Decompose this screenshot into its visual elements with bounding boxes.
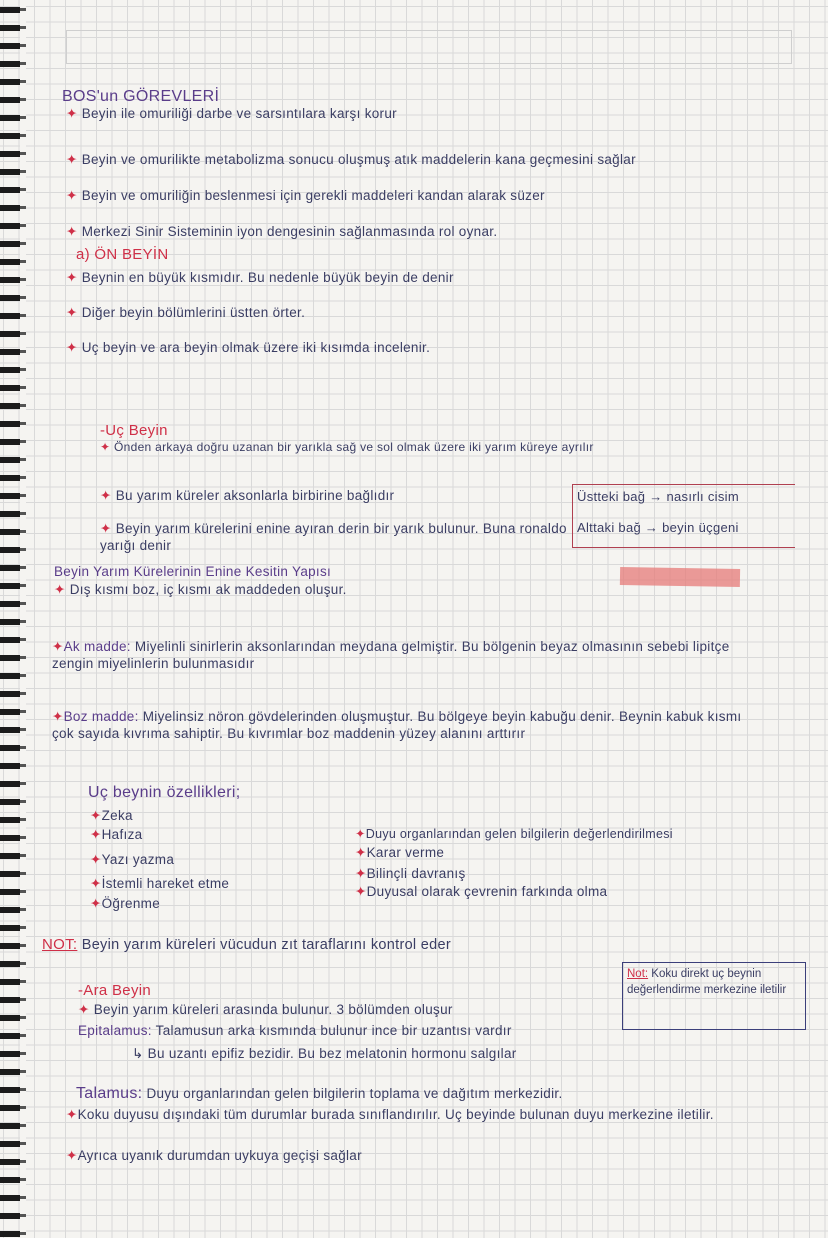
ozellik-text: Karar verme — [366, 845, 445, 860]
star-bullet-icon: ✦ — [355, 845, 367, 860]
bag-note-line: Alttaki bağ → beyin üçgeni — [577, 520, 739, 535]
on-beyin-item — [66, 305, 305, 321]
bag-note-box — [572, 484, 795, 548]
ozellik-text: Duyu organlarından gelen bilgilerin değerlendirilmesi — [365, 827, 673, 841]
ak-madde — [52, 638, 752, 672]
star-bullet-icon: ✦ — [52, 709, 64, 724]
talamus-item — [66, 1106, 766, 1123]
star-bullet-icon: ✦ — [90, 827, 102, 842]
on-beyin-heading: a) ÖN BEYİN — [76, 246, 169, 263]
koku-note — [623, 963, 805, 1001]
highlight-mark — [620, 567, 740, 587]
on-beyin-item — [66, 340, 430, 356]
boz-madde-label: Boz madde: — [63, 709, 139, 724]
star-bullet-icon: ✦ — [100, 440, 111, 454]
bos-item-text: Beyin ve omuriliğin beslenmesi için gerekli maddeleri kandan alarak süzer — [81, 188, 545, 203]
star-bullet-icon: ✦ — [66, 1107, 78, 1122]
star-bullet-icon: ✦ — [90, 808, 102, 823]
star-bullet-icon: ✦ — [355, 866, 367, 881]
ak-madde-label: Ak madde: — [63, 639, 131, 654]
bag-note-line: Üstteki bağ → nasırlı cisim — [577, 489, 739, 504]
uc-beyin-item-text: Bu yarım küreler aksonlarla birbirine bağlıdır — [115, 488, 395, 503]
ozellik-left — [90, 896, 160, 912]
epitalamus-label: Epitalamus: — [78, 1023, 152, 1038]
ozellik-text: İstemli hareket etme — [101, 876, 230, 891]
kesit-heading: Beyin Yarım Kürelerinin Enine Kesitin Yapısı — [54, 564, 332, 579]
ozellik-text: Hafıza — [101, 827, 143, 842]
ozellik-right — [355, 866, 466, 882]
ozellik-text: Duyusal olarak çevrenin farkında olma — [366, 884, 608, 899]
uc-beyin-item — [100, 488, 394, 504]
talamus-item — [66, 1148, 362, 1164]
bos-item — [66, 106, 397, 122]
bos-item-text: Merkezi Sinir Sisteminin iyon dengesinin sağlanmasında rol oynar. — [81, 224, 498, 239]
star-bullet-icon: ✦ — [66, 188, 78, 203]
kesit-item — [54, 582, 347, 598]
star-bullet-icon: ✦ — [66, 270, 78, 285]
uc-beyin-item — [100, 520, 570, 554]
epitalamus-line — [78, 1023, 512, 1038]
ozellik-left — [90, 852, 174, 868]
ozellik-text: Yazı yazma — [101, 852, 175, 867]
koku-note-label: Not: — [627, 968, 649, 980]
on-beyin-item — [66, 270, 454, 286]
kesit-item-text: Dış kısmı boz, iç kısmı ak maddeden oluşur. — [69, 582, 347, 597]
star-bullet-icon: ✦ — [66, 106, 78, 121]
koku-note-text: Koku direkt uç beynin değerlendirme merkezine iletilir — [627, 968, 787, 996]
header-box — [66, 30, 792, 64]
not-label: NOT: — [42, 936, 78, 953]
on-beyin-item-text: Beynin en büyük kısmıdır. Bu nedenle büyük beyin de denir — [81, 270, 454, 285]
uc-beyin-item-text: Beyin yarım kürelerini enine ayıran derin bir yarık bulunur. Buna ronaldo yarığı denir — [100, 521, 567, 553]
talamus-line — [76, 1085, 563, 1103]
not-line — [42, 936, 451, 953]
uc-beyin-item-text: Önden arkaya doğru uzanan bir yarıkla sağ ve sol olmak üzere iki yarım küreye ayrılır — [114, 440, 594, 454]
ara-beyin-heading: -Ara Beyin — [78, 982, 152, 999]
boz-madde — [52, 708, 752, 742]
star-bullet-icon: ✦ — [66, 1148, 78, 1163]
uc-beyin-heading: -Uç Beyin — [100, 422, 168, 439]
bos-item-text: Beyin ile omuriliği darbe ve sarsıntılara karşı korur — [81, 106, 397, 121]
ara-beyin-item-text: Beyin yarım küreleri arasında bulunur. 3 bölümden oluşur — [93, 1002, 453, 1017]
uc-beyin-item — [100, 440, 594, 454]
koku-note-box — [622, 962, 806, 1030]
ozellik-text: Zeka — [101, 808, 133, 823]
star-bullet-icon: ✦ — [355, 884, 367, 899]
ozellik-right — [355, 845, 444, 861]
bos-item-text: Beyin ve omurilikte metabolizma sonucu oluşmuş atık maddelerin kana geçmesini sağlar — [81, 152, 636, 167]
ozellik-right — [355, 826, 673, 841]
star-bullet-icon: ✦ — [66, 340, 78, 355]
ozellik-left — [90, 827, 142, 843]
ozellik-right — [355, 884, 607, 900]
star-bullet-icon: ✦ — [66, 224, 78, 239]
ozellik-text: Öğrenme — [101, 896, 160, 911]
ozellikler-heading: Uç beynin özellikleri; — [88, 784, 241, 801]
star-bullet-icon: ✦ — [66, 152, 78, 167]
ak-madde-text: Miyelinli sinirlerin aksonlarından meydana gelmiştir. Bu bölgenin beyaz olmasının sebebi lipitçe zengin miyelinlerin bulunmasıdır — [52, 639, 730, 671]
boz-madde-text: Miyelinsiz nöron gövdelerinden oluşmuştur. Bu bölgeye beyin kabuğu denir. Beynin kabuk kısmı çok sayıda kıvrıma sahiptir. Bu kıvrımlar boz maddenin yüzey alanını arttırır — [52, 709, 742, 741]
bos-item — [66, 224, 497, 240]
star-bullet-icon: ✦ — [52, 639, 64, 654]
epitalamus-text: Talamusun arka kısmında bulunur ince bir uzantısı vardır — [155, 1023, 512, 1038]
bos-item — [66, 188, 545, 204]
not-text: Beyin yarım küreleri vücudun zıt taraflarını kontrol eder — [81, 937, 452, 953]
talamus-label: Talamus: — [76, 1085, 143, 1102]
talamus-text: Duyu organlarından gelen bilgilerin toplama ve dağıtım merkezidir. — [146, 1086, 563, 1101]
epitalamus-sub: ↳ Bu uzantı epifiz bezidir. Bu bez melatonin hormonu salgılar — [132, 1046, 517, 1061]
spiral-binding — [0, 0, 26, 1238]
talamus-item-text: Koku duyusu dışındaki tüm durumlar burada sınıflandırılır. Uç beyinde bulunan duyu merkezine iletilir. — [77, 1107, 714, 1122]
on-beyin-item-text: Diğer beyin bölümlerini üstten örter. — [81, 305, 306, 320]
ozellik-text: Bilinçli davranış — [366, 866, 466, 881]
star-bullet-icon: ✦ — [100, 488, 112, 503]
star-bullet-icon: ✦ — [54, 582, 66, 597]
page-title: BOS'un GÖREVLERİ — [62, 88, 220, 105]
talamus-item-text: Ayrıca uyanık durumdan uykuya geçişi sağlar — [77, 1148, 362, 1163]
ozellik-left — [90, 876, 229, 892]
ozellik-left — [90, 808, 133, 824]
on-beyin-item-text: Uç beyin ve ara beyin olmak üzere iki kısımda incelenir. — [81, 340, 431, 355]
star-bullet-icon: ✦ — [100, 521, 112, 536]
star-bullet-icon: ✦ — [90, 896, 102, 911]
star-bullet-icon: ✦ — [355, 827, 366, 841]
star-bullet-icon: ✦ — [66, 305, 78, 320]
star-bullet-icon: ✦ — [78, 1002, 90, 1017]
ara-beyin-item — [78, 1002, 453, 1018]
star-bullet-icon: ✦ — [90, 876, 102, 891]
star-bullet-icon: ✦ — [90, 852, 102, 867]
bos-item — [66, 152, 636, 168]
